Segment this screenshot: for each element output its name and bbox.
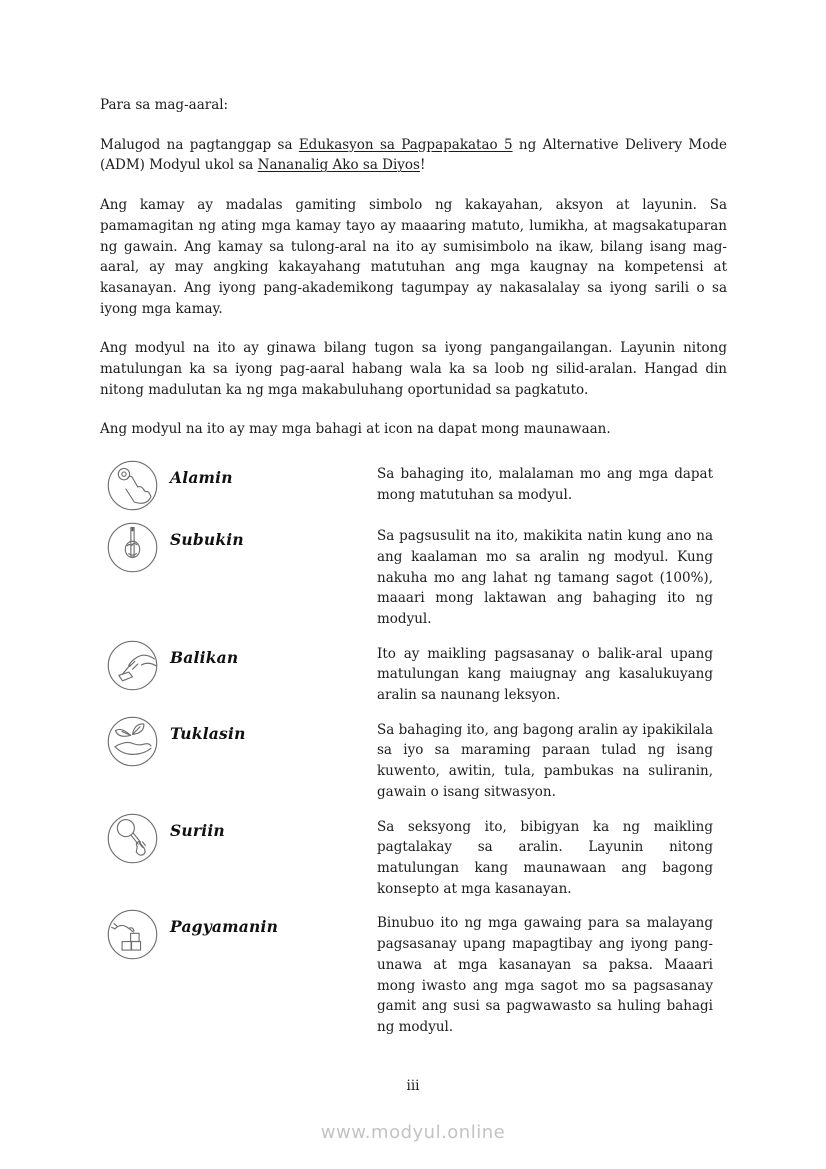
parts-intro-paragraph: Ang modyul na ito ay may mga bahagi at icon na dapat mong maunawaan. <box>100 421 611 438</box>
intro-text: ng Alternative Delivery Mode (ADM) Modyul ukol sa <box>100 136 728 174</box>
watermark-text: www.modyul.online <box>320 1122 506 1143</box>
pencil-hand-icon <box>100 521 170 574</box>
section-label: Pagyamanin <box>170 917 279 937</box>
section-description: Sa bahaging ito, ang bagong aralin ay ipakikilala sa iyo sa maraming paraan tulad ng isang kuwento, awitin, tula, pambukas na suliranin, gawain o isang sitwasyon. <box>377 721 713 800</box>
module-purpose-paragraph: Ang modyul na ito ay ginawa bilang tugon sa iyong pangangailangan. Layunin nitong matulungan ka sa iyong pag-aaral habang wala ka sa loob ng silid-aralan. Hangad din nitong madulutan ka ng mga makabuluhang oportunidad sa pagkatuto. <box>100 340 727 398</box>
section-description: Sa pagsusulit na ito, makikita natin kung ano na ang kaalaman mo sa aralin ng modyul. Kung nakuha mo ang lahat ng tamang sagot (100%), maaari mong laktawan ang bahaging ito ng modyul. <box>377 528 713 627</box>
section-label: Suriin <box>170 820 225 840</box>
section-description: Sa seksyong ito, bibigyan ka ng maikling pagtalakay sa aralin. Layunin nitong matulungan kang maunawaan ang bagong konsepto at mga kasanayan. <box>377 818 713 897</box>
writing-hand-icon <box>100 639 170 692</box>
table-row-suriin <box>100 812 727 900</box>
module-parts-table <box>100 459 727 1037</box>
intro-text: ! <box>419 157 426 174</box>
table-row-tuklasin <box>100 715 727 803</box>
table-row-subukin <box>100 521 727 630</box>
tap-hand-icon <box>100 459 170 512</box>
magnifier-hand-icon <box>100 812 170 865</box>
section-label: Balikan <box>170 647 239 667</box>
blocks-hand-icon <box>100 908 170 961</box>
page-number: iii <box>406 1078 420 1094</box>
table-row-alamin <box>100 459 727 512</box>
section-label: Subukin <box>170 530 244 550</box>
section-description: Ito ay maikling pagsasanay o balik-aral upang matulungan kang maiugnay ang kasalukuyang aralin sa naunang leksyon. <box>377 645 713 704</box>
page-content <box>100 95 727 1047</box>
module-title-underlined: Nananalig Ako sa Diyos <box>257 157 420 174</box>
intro-paragraph <box>100 135 727 176</box>
page-title: Para sa mag-aaral: <box>100 97 229 113</box>
hands-symbol-paragraph: Ang kamay ay madalas gamiting simbolo ng kakayahan, aksyon at layunin. Sa pamamagitan ng ating mga kamay tayo ay maaaring matuto, lumikha, at magsakatuparan ng gawain. Ang kamay sa tulong-aral na ito ay sumisimbolo na ikaw, bilang isang mag-aaral, ay may angking kakayahang matutuhan ang mga kaugnay na kompetensi at kasanayan. Ang iyong pang-akademikong tagumpay ay nakasalalay sa iyong sarili o sa iyong mga kamay. <box>100 197 727 317</box>
section-label: Alamin <box>170 468 233 488</box>
plant-hand-icon <box>100 715 170 768</box>
section-label: Tuklasin <box>170 723 246 743</box>
section-description: Sa bahaging ito, malalaman mo ang mga dapat mong matutuhan sa modyul. <box>377 466 713 503</box>
table-row-balikan <box>100 639 727 706</box>
intro-text: Malugod na pagtanggap sa <box>100 136 299 153</box>
section-description: Binubuo ito ng mga gawaing para sa malayang pagsasanay upang mapagtibay ang iyong pang-unawa at mga kasanayan sa paksa. Maaari mong iwasto ang mga sagot mo sa pagsasanay gamit ang susi sa pagwawasto sa huling bahagi ng modyul. <box>377 915 713 1035</box>
table-row-pagyamanin <box>100 908 727 1037</box>
subject-title-underlined: Edukasyon sa Pagpapakatao 5 <box>298 136 513 153</box>
